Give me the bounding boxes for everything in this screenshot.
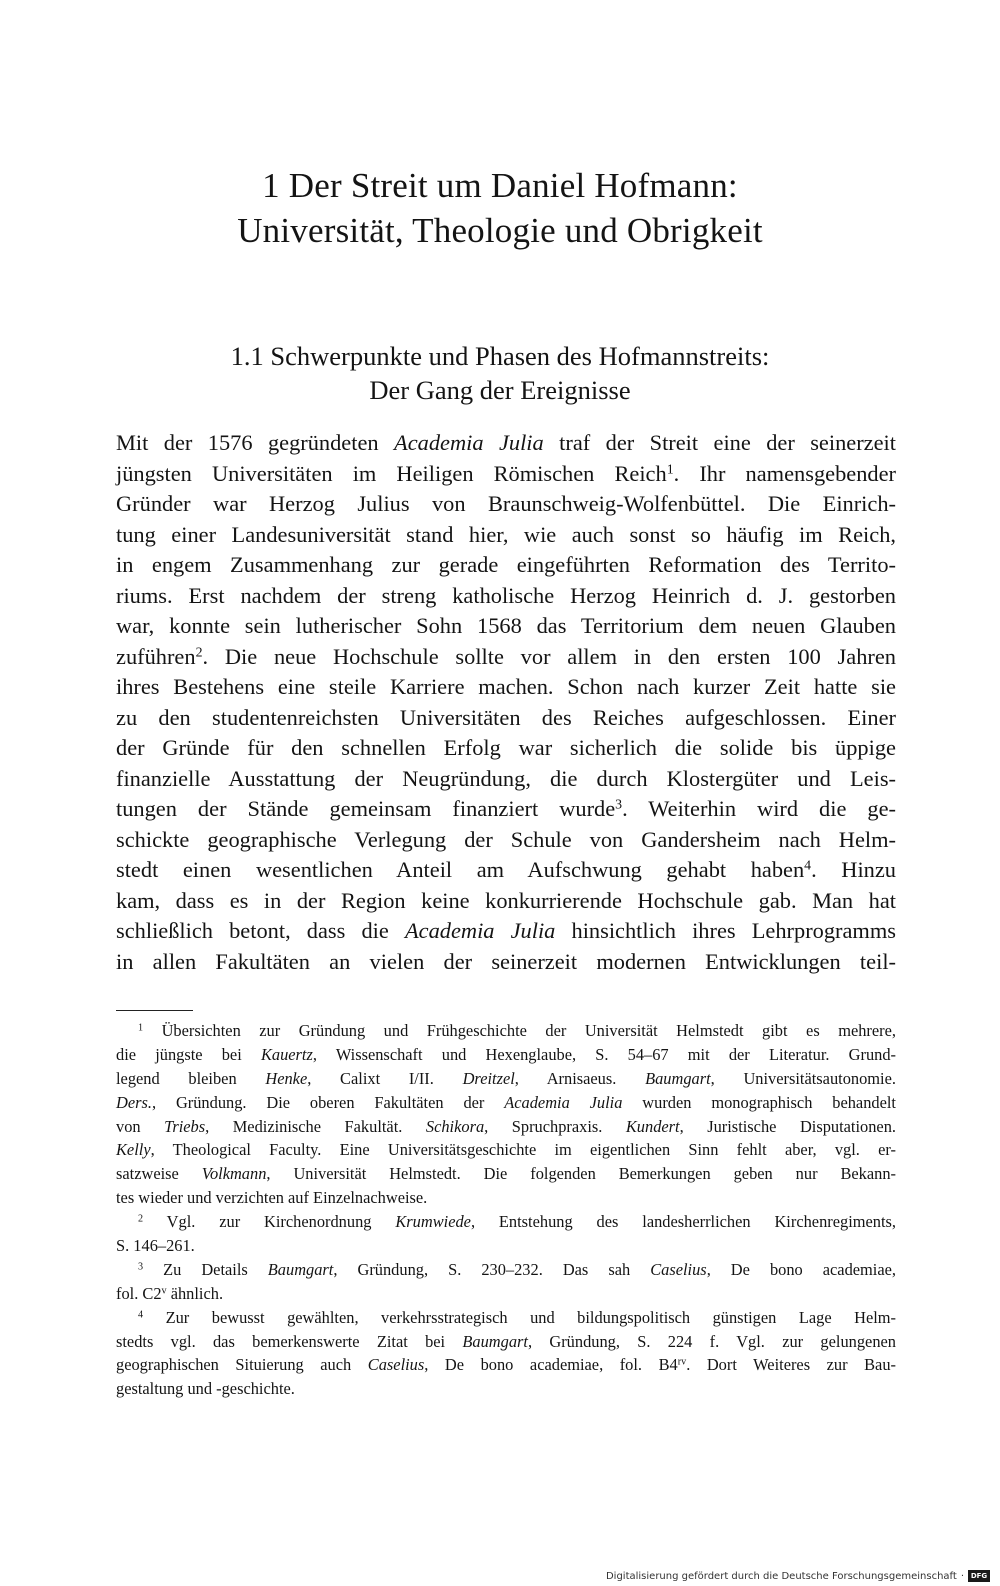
section-title-line-2: Der Gang der Ereignisse	[369, 375, 631, 405]
footnote-separator	[116, 1010, 193, 1011]
chapter-title-line-2: Universität, Theologie und Obrigkeit	[237, 211, 763, 250]
footnote-line: gestaltung und -geschichte.	[116, 1379, 295, 1399]
body-line: in engem Zusammenhang zur gerade eingeführten Reformation des Territo-	[116, 552, 896, 577]
footnote-line: fol. C2$^v$ ähnlich.	[116, 1283, 224, 1303]
body-line: Mit der 1576 gegründeten Academia Julia traf der Streit eine der seinerzeit	[116, 430, 897, 455]
body-line: tungen der Stände gemeinsam finanziert wurde$^3$. Weiterhin wird die ge-	[116, 796, 897, 821]
credit-dot: ·	[960, 1570, 964, 1582]
footnote-ref: 2	[195, 644, 203, 660]
body-line: zuführen$^2$. Die neue Hochschule sollte vor allem in den ersten 100 Jahren	[116, 643, 896, 669]
body-line: zu den studentenreichsten Universitäten des Reiches aufgeschlossen. Einer	[116, 704, 896, 730]
footnote-ref: 4	[804, 858, 812, 874]
body-line: Gründer war Herzog Julius von Braunschweig-Wolfenbüttel. Die Einrich-	[116, 491, 896, 516]
footnote-line: von Triebs, Medizinische Fakultät. Schikora, Spruchpraxis. Kundert, Juristische Disputationen.	[116, 1116, 896, 1136]
footnote-line: legend bleiben Henke, Calixt I/II. Dreitzel, Arnisaeus. Baumgart, Universitätsautonomie.	[116, 1068, 896, 1088]
body-line: der Gründe für den schnellen Erfolg war sicherlich die solide bis üppige	[116, 735, 896, 760]
body-line: finanzielle Ausstattung der Neugründung, die durch Klostergüter und Leis-	[116, 765, 896, 791]
footnote-1: $^1$ Übersichten zur Gründung und Frühgeschichte der Universität Helmstedt gibt es mehrere,	[138, 1021, 896, 1040]
footnote-ref: 1	[666, 461, 674, 477]
body-line: war, konnte sein lutherischer Sohn 1568 das Territorium dem neuen Glauben	[116, 613, 896, 638]
section-title-line-1: 1.1 Schwerpunkte und Phasen des Hofmannstreits:	[230, 341, 770, 371]
footnote-line: die jüngste bei Kauertz, Wissenschaft und Hexenglaube, S. 54–67 mit der Literatur. Grund-	[116, 1044, 896, 1064]
section-title	[0, 339, 1000, 407]
dfg-logo-icon: DFG	[968, 1570, 990, 1582]
footnotes	[116, 1019, 896, 1401]
credit-text: Digitalisierung gefördert durch die Deutsche Forschungsgemeinschaft	[605, 1570, 957, 1582]
footnote-line: geographischen Situierung auch Caselius, De bono academiae, fol. $B4^{rv}$. Dort Weiteres zur Bau-	[116, 1355, 896, 1375]
footnote-2: $^2$ Vgl. zur Kirchenordnung Krumwiede, Entstehung des landesherrlichen Kirchenregiments,	[138, 1212, 896, 1232]
body-line: tung einer Landesuniversität stand hier, wie auch sonst so häufig im Reich,	[116, 521, 896, 547]
body-line: ihres Bestehens eine steile Karriere machen. Schon nach kurzer Zeit hatte sie	[116, 674, 896, 699]
digitization-credit	[606, 1570, 990, 1582]
footnote-ref: 3	[615, 797, 623, 813]
body-line: jüngsten Universitäten im Heiligen Römischen Reich$^1$. Ihr namensgebender	[116, 460, 896, 486]
footnote-line: stedts vgl. das bemerkenswerte Zitat bei Baumgart, Gründung, S. 224 f. Vgl. zur gelungenen	[116, 1331, 896, 1351]
footnote-line: Ders., Gründung. Die oberen Fakultäten der Academia Julia wurden monographisch behandelt	[116, 1092, 896, 1112]
footnote-line: satzweise Volkmann, Universität Helmstedt. Die folgenden Bemerkungen geben nur Bekann-	[116, 1164, 896, 1184]
footnote-4: $^4$ Zur bewusst gewählten, verkehrsstrategisch und bildungspolitisch günstigen Lage Helm-	[138, 1307, 896, 1327]
footnote-line: S. 146–261.	[116, 1236, 195, 1256]
body-line: kam, dass es in der Region keine konkurrierende Hochschule gab. Man hat	[116, 887, 896, 913]
chapter-title-line-1: 1 Der Streit um Daniel Hofmann:	[262, 166, 738, 205]
body-line: in allen Fakultäten an vielen der seinerzeit modernen Entwicklungen teil-	[116, 948, 896, 974]
body-line: riums. Erst nachdem der streng katholische Herzog Heinrich d. J. gestorben	[116, 582, 896, 608]
body-line: stedt einen wesentlichen Anteil am Aufschwung gehabt haben$^4$. Hinzu	[116, 857, 896, 882]
footnote-3: $^3$ Zu Details Baumgart, Gründung, S. 230–232. Das sah Caselius, De bono academiae,	[138, 1259, 897, 1279]
footnote-line: tes wieder und verzichten auf Einzelnachweise.	[116, 1188, 428, 1208]
body-line: schließlich betont, dass die Academia Julia hinsichtlich ihres Lehrprogramms	[116, 918, 896, 943]
body-paragraph	[116, 428, 896, 977]
body-line: schickte geographische Verlegung der Schule von Gandersheim nach Helm-	[116, 826, 896, 852]
chapter-title	[0, 163, 1000, 253]
footnote-line: Kelly, Theological Faculty. Eine Universitätsgeschichte im eigentlichen Sinn fehlt aber, vgl. er-	[116, 1140, 896, 1160]
